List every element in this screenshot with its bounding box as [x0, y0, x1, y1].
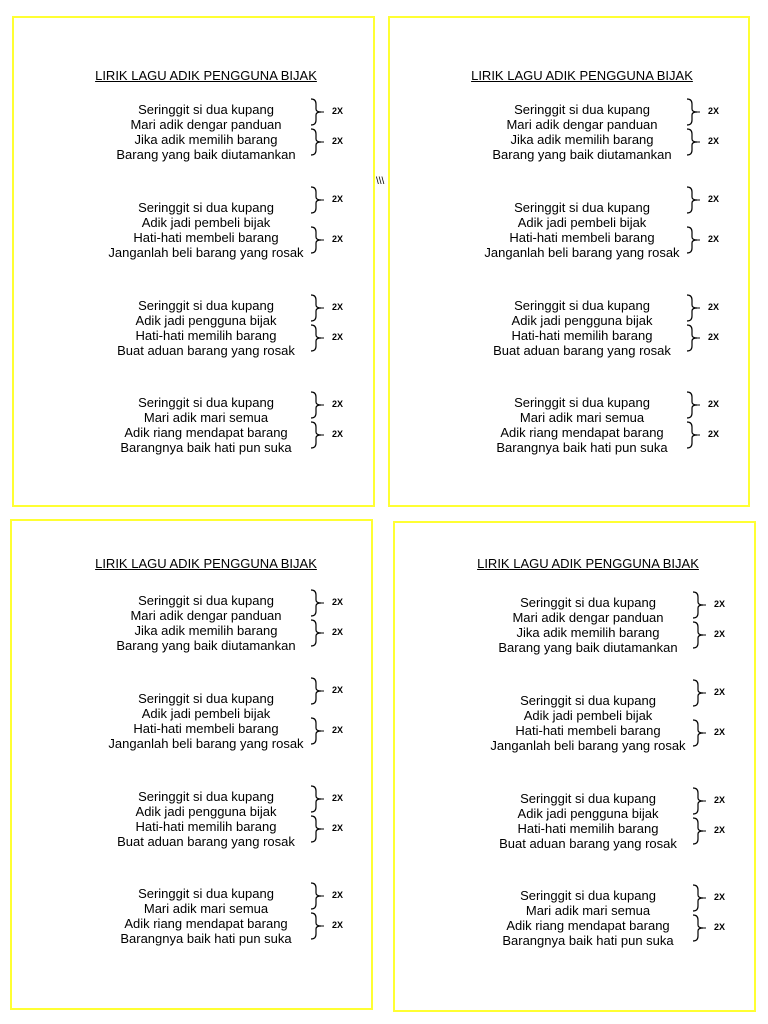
lyrics-title: LIRIK LAGU ADIK PENGGUNA BIJAK [477, 556, 699, 571]
lyric-line: Seringgit si dua kupang [138, 691, 274, 706]
repeat-brace-icon [686, 324, 700, 352]
repeat-label: 2X [708, 106, 720, 116]
repeat-brace-icon [310, 717, 324, 745]
lyric-line: Adik riang mendapat barang [500, 425, 664, 440]
lyric-line: Seringgit si dua kupang [514, 102, 650, 117]
lyric-line: Mari adik dengar panduan [130, 608, 282, 623]
repeat-brace-icon [686, 294, 700, 322]
lyric-line: Barang yang baik diutamankan [116, 147, 296, 162]
repeat-brace-icon [692, 719, 706, 747]
repeat-brace-icon [686, 391, 700, 419]
lyrics-title: LIRIK LAGU ADIK PENGGUNA BIJAK [471, 68, 693, 83]
repeat-label: 2X [332, 106, 344, 116]
lyric-line: Barang yang baik diutamankan [116, 638, 296, 653]
repeat-label: 2X [332, 823, 344, 833]
lyric-line: Seringgit si dua kupang [520, 888, 656, 903]
lyric-line: Mari adik mari semua [519, 410, 645, 425]
lyric-line: Buat aduan barang yang rosak [499, 836, 677, 851]
repeat-label: 2X [332, 234, 344, 244]
repeat-brace-icon [310, 294, 324, 322]
lyric-line: Mari adik mari semua [143, 901, 269, 916]
lyric-line: Mari adik dengar panduan [506, 117, 658, 132]
repeat-label: 2X [332, 429, 344, 439]
repeat-label: 2X [332, 920, 344, 930]
repeat-brace-icon [310, 98, 324, 126]
lyric-line: Adik jadi pembeli bijak [517, 215, 647, 230]
repeat-label: 2X [332, 627, 344, 637]
repeat-brace-icon [692, 817, 706, 845]
lyric-line: Mari adik mari semua [525, 903, 651, 918]
lyric-line: Seringgit si dua kupang [520, 693, 656, 708]
lyric-line: Janganlah beli barang yang rosak [108, 736, 304, 751]
repeat-brace-icon [310, 226, 324, 254]
lyric-line: Barangnya baik hati pun suka [120, 440, 292, 455]
lyric-line: Hati-hati membeli barang [133, 721, 279, 736]
lyric-line: Jika adik memilih barang [134, 132, 278, 147]
lyric-line: Adik riang mendapat barang [124, 916, 288, 931]
lyric-line: Hati-hati membeli barang [509, 230, 655, 245]
repeat-label: 2X [332, 597, 344, 607]
repeat-label: 2X [708, 332, 720, 342]
lyric-line: Janganlah beli barang yang rosak [108, 245, 304, 260]
repeat-label: 2X [714, 687, 726, 697]
lyric-line: Janganlah beli barang yang rosak [490, 738, 686, 753]
repeat-brace-icon [692, 787, 706, 815]
lyric-line: Adik riang mendapat barang [506, 918, 670, 933]
repeat-label: 2X [708, 194, 720, 204]
lyric-line: Hati-hati memilih barang [135, 819, 277, 834]
repeat-brace-icon [686, 98, 700, 126]
lyric-line: Barangnya baik hati pun suka [120, 931, 292, 946]
repeat-label: 2X [332, 725, 344, 735]
lyric-line: Seringgit si dua kupang [138, 593, 274, 608]
lyric-line: Jika adik memilih barang [134, 623, 278, 638]
repeat-label: 2X [332, 890, 344, 900]
repeat-brace-icon [310, 677, 324, 705]
repeat-brace-icon [692, 884, 706, 912]
lyric-line: Seringgit si dua kupang [514, 200, 650, 215]
repeat-brace-icon [310, 421, 324, 449]
lyric-line: Janganlah beli barang yang rosak [484, 245, 680, 260]
lyric-line: Seringgit si dua kupang [138, 395, 274, 410]
repeat-label: 2X [714, 727, 726, 737]
repeat-brace-icon [310, 882, 324, 910]
repeat-label: 2X [332, 302, 344, 312]
repeat-label: 2X [332, 793, 344, 803]
repeat-brace-icon [686, 186, 700, 214]
lyric-line: Mari adik dengar panduan [130, 117, 282, 132]
lyric-line: Barang yang baik diutamankan [498, 640, 678, 655]
repeat-label: 2X [708, 429, 720, 439]
repeat-label: 2X [714, 599, 726, 609]
repeat-brace-icon [310, 324, 324, 352]
lyric-line: Barangnya baik hati pun suka [496, 440, 668, 455]
repeat-label: 2X [714, 892, 726, 902]
lyric-line: Hati-hati membeli barang [515, 723, 661, 738]
repeat-brace-icon [310, 785, 324, 813]
repeat-brace-icon [692, 591, 706, 619]
lyric-line: Adik jadi pengguna bijak [517, 806, 659, 821]
repeat-label: 2X [708, 302, 720, 312]
repeat-label: 2X [332, 194, 344, 204]
repeat-label: 2X [332, 399, 344, 409]
lyric-line: Adik jadi pengguna bijak [135, 804, 277, 819]
repeat-label: 2X [714, 922, 726, 932]
repeat-brace-icon [310, 128, 324, 156]
lyric-line: Adik jadi pembeli bijak [523, 708, 653, 723]
repeat-brace-icon [686, 128, 700, 156]
repeat-label: 2X [714, 825, 726, 835]
repeat-label: 2X [332, 685, 344, 695]
repeat-brace-icon [686, 421, 700, 449]
lyrics-title: LIRIK LAGU ADIK PENGGUNA BIJAK [95, 68, 317, 83]
lyric-line: Adik jadi pengguna bijak [135, 313, 277, 328]
lyric-line: Seringgit si dua kupang [138, 200, 274, 215]
repeat-brace-icon [310, 589, 324, 617]
lyric-line: Hati-hati memilih barang [511, 328, 653, 343]
lyrics-card [388, 16, 750, 507]
lyric-line: Seringgit si dua kupang [520, 791, 656, 806]
repeat-brace-icon [310, 815, 324, 843]
lyrics-card [10, 519, 373, 1010]
lyric-line: Buat aduan barang yang rosak [117, 834, 295, 849]
lyric-line: Adik jadi pembeli bijak [141, 215, 271, 230]
lyric-line: Buat aduan barang yang rosak [493, 343, 671, 358]
stray-mark: \\\ [376, 176, 385, 187]
lyric-line: Mari adik dengar panduan [512, 610, 664, 625]
repeat-brace-icon [310, 186, 324, 214]
lyric-line: Hati-hati membeli barang [133, 230, 279, 245]
lyric-line: Seringgit si dua kupang [138, 886, 274, 901]
repeat-brace-icon [692, 679, 706, 707]
lyric-line: Seringgit si dua kupang [138, 298, 274, 313]
lyric-line: Mari adik mari semua [143, 410, 269, 425]
repeat-brace-icon [686, 226, 700, 254]
repeat-label: 2X [714, 795, 726, 805]
repeat-brace-icon [310, 912, 324, 940]
lyric-line: Hati-hati memilih barang [517, 821, 659, 836]
repeat-brace-icon [692, 621, 706, 649]
repeat-label: 2X [708, 234, 720, 244]
repeat-brace-icon [692, 914, 706, 942]
lyrics-card [12, 16, 375, 507]
lyric-line: Seringgit si dua kupang [514, 395, 650, 410]
lyrics-card [393, 521, 756, 1012]
repeat-label: 2X [332, 332, 344, 342]
lyric-line: Barang yang baik diutamankan [492, 147, 672, 162]
lyric-line: Adik riang mendapat barang [124, 425, 288, 440]
repeat-brace-icon [310, 619, 324, 647]
lyric-line: Adik jadi pengguna bijak [511, 313, 653, 328]
repeat-brace-icon [310, 391, 324, 419]
repeat-label: 2X [332, 136, 344, 146]
lyric-line: Seringgit si dua kupang [520, 595, 656, 610]
repeat-label: 2X [708, 136, 720, 146]
lyric-line: Adik jadi pembeli bijak [141, 706, 271, 721]
lyric-line: Buat aduan barang yang rosak [117, 343, 295, 358]
lyric-line: Seringgit si dua kupang [514, 298, 650, 313]
lyric-line: Hati-hati memilih barang [135, 328, 277, 343]
lyric-line: Jika adik memilih barang [510, 132, 654, 147]
lyric-line: Jika adik memilih barang [516, 625, 660, 640]
lyric-line: Seringgit si dua kupang [138, 789, 274, 804]
lyrics-title: LIRIK LAGU ADIK PENGGUNA BIJAK [95, 556, 317, 571]
lyric-line: Seringgit si dua kupang [138, 102, 274, 117]
lyric-line: Barangnya baik hati pun suka [502, 933, 674, 948]
repeat-label: 2X [714, 629, 726, 639]
repeat-label: 2X [708, 399, 720, 409]
